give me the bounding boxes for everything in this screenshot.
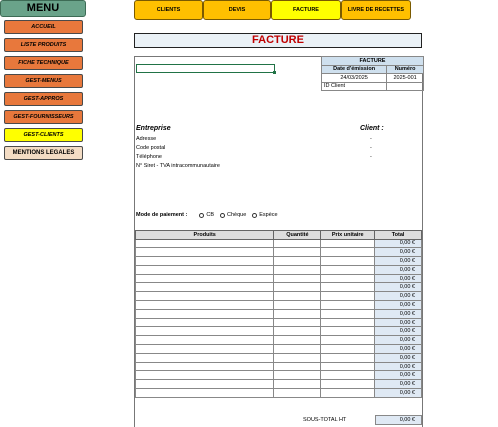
quantity-cell[interactable] <box>274 301 321 310</box>
row-total-cell[interactable]: 0,00 € <box>375 292 422 301</box>
column-header: Produits <box>136 231 274 240</box>
quantity-cell[interactable] <box>274 327 321 336</box>
selected-cell[interactable] <box>136 64 275 73</box>
number-label: Numéro <box>387 65 424 74</box>
product-cell[interactable] <box>136 327 274 336</box>
row-total-cell[interactable]: 0,00 € <box>375 389 422 398</box>
row-total-cell[interactable]: 0,00 € <box>375 257 422 266</box>
sidebar-item-fiche-technique[interactable]: FICHE TECHNIQUE <box>4 56 83 70</box>
unit-price-cell[interactable] <box>321 345 375 354</box>
client-field: - <box>370 145 372 151</box>
table-row <box>136 389 422 398</box>
quantity-cell[interactable] <box>274 309 321 318</box>
tab-livre-de-recettes[interactable]: LIVRE DE RECETTES <box>341 0 411 20</box>
quantity-cell[interactable] <box>274 389 321 398</box>
quantity-cell[interactable] <box>274 353 321 362</box>
row-total-cell[interactable]: 0,00 € <box>375 283 422 292</box>
sidebar-item-gest-appros[interactable]: GEST-APPROS <box>4 92 83 106</box>
unit-price-cell[interactable] <box>321 353 375 362</box>
unit-price-cell[interactable] <box>321 257 375 266</box>
quantity-cell[interactable] <box>274 371 321 380</box>
quantity-cell[interactable] <box>274 248 321 257</box>
tab-facture[interactable]: FACTURE <box>271 0 341 20</box>
table-row <box>136 309 422 318</box>
product-cell[interactable] <box>136 301 274 310</box>
quantity-cell[interactable] <box>274 292 321 301</box>
client-id-value[interactable] <box>387 82 424 91</box>
invoice-info-table <box>321 56 424 91</box>
row-total-cell[interactable]: 0,00 € <box>375 274 422 283</box>
info-header: FACTURE <box>322 57 424 66</box>
client-field: - <box>370 136 372 142</box>
page-title: FACTURE <box>134 33 422 48</box>
row-total-cell[interactable]: 0,00 € <box>375 362 422 371</box>
unit-price-cell[interactable] <box>321 292 375 301</box>
row-total-cell[interactable]: 0,00 € <box>375 309 422 318</box>
unit-price-cell[interactable] <box>321 389 375 398</box>
column-header: Quantité <box>274 231 321 240</box>
payment-row <box>136 212 278 218</box>
sidebar-item-accueil[interactable]: ACCUEIL <box>4 20 83 34</box>
quantity-cell[interactable] <box>274 257 321 266</box>
row-total-cell[interactable]: 0,00 € <box>375 345 422 354</box>
table-row <box>136 336 422 345</box>
quantity-cell[interactable] <box>274 345 321 354</box>
product-cell[interactable] <box>136 309 274 318</box>
payment-label: Mode de paiement : <box>136 212 188 218</box>
product-cell[interactable] <box>136 248 274 257</box>
table-row <box>136 362 422 371</box>
column-header: Prix unitaire <box>321 231 375 240</box>
row-total-cell[interactable]: 0,00 € <box>375 371 422 380</box>
quantity-cell[interactable] <box>274 283 321 292</box>
sidebar-item-gest-fournisseurs[interactable]: GEST-FOURNISSEURS <box>4 110 83 124</box>
company-siret: N° Siret - TVA intracommunautaire <box>136 163 220 169</box>
company-phone: Téléphone <box>136 154 162 160</box>
company-heading: Entreprise <box>136 125 171 132</box>
unit-price-cell[interactable] <box>321 371 375 380</box>
sidebar-item-mentions-legales[interactable]: MENTIONS LEGALES <box>4 146 83 160</box>
quantity-cell[interactable] <box>274 274 321 283</box>
row-total-cell[interactable]: 0,00 € <box>375 248 422 257</box>
unit-price-cell[interactable] <box>321 274 375 283</box>
quantity-cell[interactable] <box>274 362 321 371</box>
unit-price-cell[interactable] <box>321 265 375 274</box>
number-value[interactable]: 2025-001 <box>387 74 424 83</box>
unit-price-cell[interactable] <box>321 336 375 345</box>
client-id-label: ID Client <box>322 82 387 91</box>
table-row <box>136 274 422 283</box>
menu-title: MENU <box>0 0 86 17</box>
product-cell[interactable] <box>136 283 274 292</box>
table-row <box>136 248 422 257</box>
unit-price-cell[interactable] <box>321 327 375 336</box>
product-cell[interactable] <box>136 336 274 345</box>
unit-price-cell[interactable] <box>321 239 375 248</box>
table-row <box>136 353 422 362</box>
sidebar-item-liste-produits[interactable]: LISTE PRODUITS <box>4 38 83 52</box>
company-postcode: Code postal <box>136 145 166 151</box>
product-cell[interactable] <box>136 257 274 266</box>
items-table <box>135 230 422 398</box>
subtotal-value: 0,00 € <box>375 415 422 425</box>
product-cell[interactable] <box>136 389 274 398</box>
radio-icon <box>220 213 225 218</box>
quantity-cell[interactable] <box>274 318 321 327</box>
unit-price-cell[interactable] <box>321 248 375 257</box>
table-row <box>136 380 422 389</box>
tab-clients[interactable]: CLIENTS <box>134 0 203 20</box>
quantity-cell[interactable] <box>274 239 321 248</box>
payment-option-espece[interactable] <box>252 212 277 218</box>
column-header: Total <box>375 231 422 240</box>
product-cell[interactable] <box>136 274 274 283</box>
sidebar-item-gest-clients[interactable]: GEST-CLIENTS <box>4 128 83 142</box>
subtotal-label: SOUS-TOTAL HT <box>303 417 347 423</box>
unit-price-cell[interactable] <box>321 362 375 371</box>
product-cell[interactable] <box>136 292 274 301</box>
quantity-cell[interactable] <box>274 380 321 389</box>
row-total-cell[interactable]: 0,00 € <box>375 380 422 389</box>
table-row <box>136 301 422 310</box>
product-cell[interactable] <box>136 345 274 354</box>
unit-price-cell[interactable] <box>321 318 375 327</box>
date-label: Date d'émission <box>322 65 387 74</box>
client-heading: Client : <box>360 125 384 132</box>
product-cell[interactable] <box>136 318 274 327</box>
row-total-cell[interactable]: 0,00 € <box>375 318 422 327</box>
unit-price-cell[interactable] <box>321 283 375 292</box>
tab-devis[interactable]: DEVIS <box>203 0 271 20</box>
fill-handle[interactable] <box>273 71 276 74</box>
client-field: - <box>370 154 372 160</box>
table-row <box>136 327 422 336</box>
table-row <box>136 265 422 274</box>
row-total-cell[interactable]: 0,00 € <box>375 301 422 310</box>
row-total-cell[interactable]: 0,00 € <box>375 239 422 248</box>
row-total-cell[interactable]: 0,00 € <box>375 327 422 336</box>
quantity-cell[interactable] <box>274 336 321 345</box>
payment-option-label: CB <box>206 212 214 218</box>
table-row <box>136 318 422 327</box>
payment-option-label: Chèque <box>226 212 247 218</box>
table-row <box>136 257 422 266</box>
product-cell[interactable] <box>136 239 274 248</box>
table-row <box>136 239 422 248</box>
sidebar-item-gest-menus[interactable]: GEST-MENUS <box>4 74 83 88</box>
company-address: Adresse <box>136 136 157 142</box>
payment-option-cb[interactable] <box>199 212 214 218</box>
product-cell[interactable] <box>136 353 274 362</box>
row-total-cell[interactable]: 0,00 € <box>375 336 422 345</box>
radio-icon <box>252 213 257 218</box>
date-value[interactable]: 24/03/2025 <box>322 74 387 83</box>
row-total-cell[interactable]: 0,00 € <box>375 265 422 274</box>
unit-price-cell[interactable] <box>321 301 375 310</box>
quantity-cell[interactable] <box>274 265 321 274</box>
radio-icon <box>199 213 204 218</box>
product-cell[interactable] <box>136 380 274 389</box>
product-cell[interactable] <box>136 265 274 274</box>
table-row <box>136 292 422 301</box>
payment-option-cheque[interactable] <box>220 212 246 218</box>
table-row <box>136 345 422 354</box>
unit-price-cell[interactable] <box>321 380 375 389</box>
unit-price-cell[interactable] <box>321 309 375 318</box>
row-total-cell[interactable]: 0,00 € <box>375 353 422 362</box>
payment-option-label: Espèce <box>259 212 278 218</box>
product-cell[interactable] <box>136 371 274 380</box>
table-row <box>136 283 422 292</box>
table-row <box>136 371 422 380</box>
product-cell[interactable] <box>136 362 274 371</box>
